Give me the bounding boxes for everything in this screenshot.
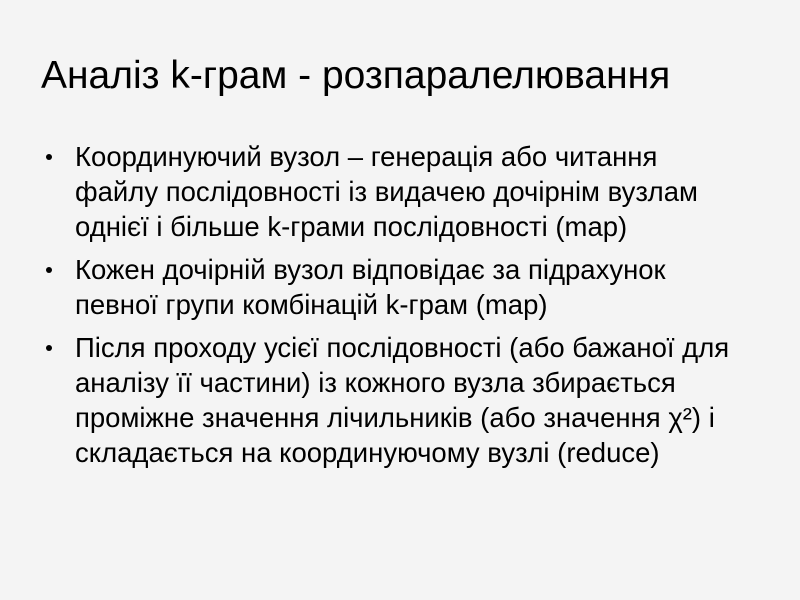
- slide-title: Аналіз k-грам - розпаралелювання: [41, 54, 671, 97]
- bullet-text: Кожен дочірній вузол відповідає за підрахунок певної групи комбінацій k-грам (map): [75, 254, 666, 320]
- bullet-item-coordinator: [0, 139, 735, 244]
- bullet-text: Після проходу усієї послідовності (або бажаної для аналізу її частини) із кожного вузла збирається проміжне значення лічильників (або значення χ²) і складається на координуючому вузлі (reduce): [75, 332, 730, 468]
- bullet-item-child-node: [0, 252, 735, 322]
- bullet-dot-icon: [46, 345, 52, 351]
- bullet-dot-icon: [46, 267, 52, 273]
- bullet-list: [0, 139, 800, 478]
- bullet-text: Координуючий вузол – генерація або читання файлу послідовності із видачею дочірнім вузлам однієї і більше k-грами послідовності (map): [75, 141, 698, 242]
- bullet-dot-icon: [46, 154, 52, 160]
- bullet-item-reduce: [0, 330, 735, 470]
